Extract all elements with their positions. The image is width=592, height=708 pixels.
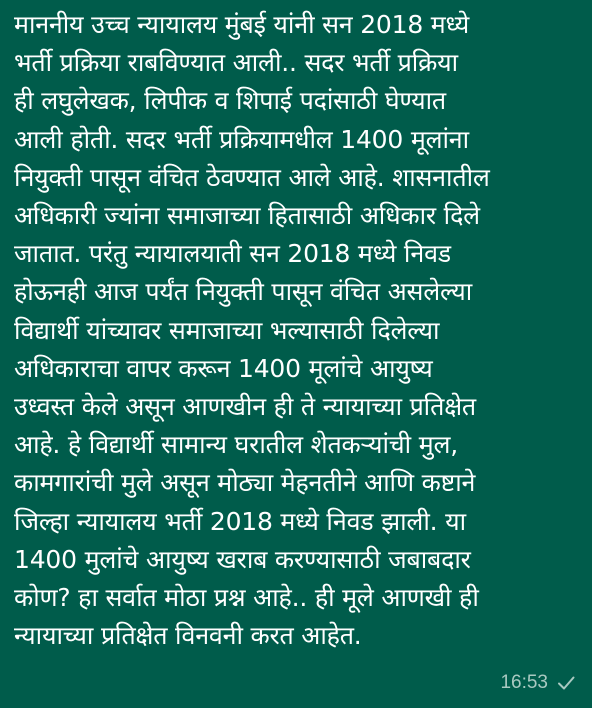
message-text [14, 6, 578, 655]
message-line: अधिकारी ज्यांना समाजाच्या हितासाठी अधिकार दिले [14, 201, 480, 231]
message-line: उध्वस्त केले असून आणखीन ही ते न्यायाच्या प्रतिक्षेत [14, 392, 476, 422]
message-line: न्यायाच्या प्रतिक्षेत विनवनी करत आहेत. [14, 621, 362, 651]
message-line: कामगारांची मुले असून मोठ्या मेहनतीने आणि कष्टाने [14, 468, 476, 498]
message-line: जातात. परंतु न्यायालयाती सन 2018 मध्ये निवड [14, 239, 451, 269]
message-meta [500, 672, 576, 694]
message-line: भर्ती प्रक्रिया राबविण्यात आली.. सदर भर्ती प्रक्रिया [14, 48, 458, 78]
message-line: आहे. हे विद्यार्थी सामान्य घरातील शेतकऱ्यांची मुल, [14, 430, 458, 460]
message-line: अधिकाराचा वापर करून 1400 मूलांचे आयुष्य [14, 353, 433, 383]
message-line: 1400 मुलांचे आयुष्य खराब करण्यासाठी जबाबदार [14, 544, 471, 574]
message-line: माननीय उच्च न्यायालय मुंबई यांनी सन 2018 मध्ये [14, 10, 470, 39]
message-line: होऊनही आज पर्यंत नियुक्ती पासून वंचित असलेल्या [14, 277, 473, 307]
message-line: कोण? हा सर्वात मोठा प्रश्न आहे.. ही मूले आणखी ही [14, 583, 479, 613]
message-line: नियुक्ती पासून वंचित ठेवण्यात आले आहे. शासनातील [14, 162, 490, 192]
message-line: आली होती. सदर भर्ती प्रक्रियामधील 1400 मूलांना [14, 124, 469, 154]
message-line: विद्यार्थी यांच्यावर समाजाच्या भल्यासाठी दिलेल्या [14, 315, 440, 345]
message-line: जिल्हा न्यायालय भर्ती 2018 मध्ये निवड झाली. या [14, 506, 466, 536]
single-check-icon [556, 673, 576, 693]
message-line: ही लघुलेखक, लिपीक व शिपाई पदांसाठी घेण्यात [14, 86, 446, 116]
message-time: 16:53 [500, 672, 548, 693]
